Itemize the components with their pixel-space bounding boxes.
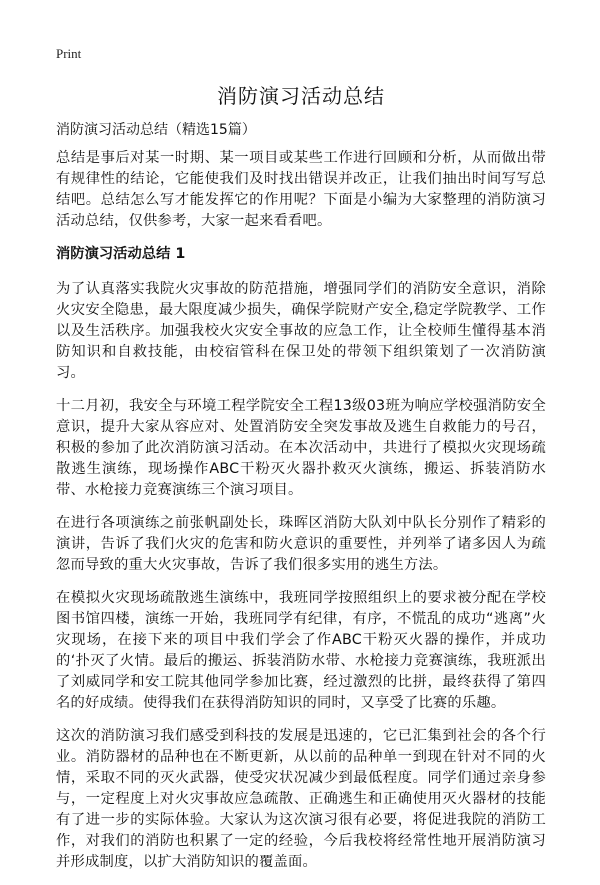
body-paragraph: 这次的消防演习我们感受到科技的发展是迅速的，它已汇集到社会的各个行业。消防器材的品种也在不断更新，从以前的品种单一到现在针对不同的火情，采取不同的灭火武器，使受灾状况减少到最低程度。同学们通过亲身参与，一定程度上对火灾事故应急疏散、正确逃生和正确使用灭火器材的技能有了进一步的实际体验。大家认为这次演习很有必要，将促进我院的消防工作，对我们的消防也积累了一定的经验，今后我校将经常性地开展消防演习并形成制度，以扩大消防知识的覆盖面。: [56, 728, 546, 870]
document-body: [56, 148, 546, 885]
section-1: [56, 244, 546, 873]
section-heading: 消防演习活动总结 1: [56, 246, 186, 262]
document-title: 消防演习活动总结: [217, 84, 385, 108]
document-subtitle: 消防演习活动总结（精选15篇）: [56, 122, 256, 138]
body-paragraph: 十二月初，我安全与环境工程学院安全工程13级03班为响应学校强消防安全意识，提升大家从容应对、处置消防安全突发事故及逃生自救能力的号召，积极的参加了此次消防演习活动。在本次活动中，共进行了模拟火灾现场疏散逃生演练，现场操作ABC干粉灭火器扑救灭火演练，搬运、拆装消防水带、水枪接力竞赛演练三个演习项目。: [56, 398, 546, 498]
intro-paragraph: 总结是事后对某一时期、某一项目或某些工作进行回顾和分析，从而做出带有规律性的结论，它能使我们及时找出错误并改正，让我们抽出时间写写总结吧。总结怎么写才能发挥它的作用呢？下面是小编为大家整理的消防演习活动总结，仅供参考，大家一起来看看吧。: [56, 150, 546, 229]
body-paragraph: 在进行各项演练之前张帆副处长，珠晖区消防大队刘中队长分别作了精彩的演讲，告诉了我们火灾的危害和防火意识的重要性，并列举了诸多因人为疏忽而导致的重大火灾事故，告诉了我们很多实用的逃生方法。: [56, 515, 546, 573]
body-paragraph: 在模拟火灾现场疏散逃生演练中，我班同学按照组织上的要求被分配在学校图书馆四楼，演练一开始，我班同学有纪律，有序，不慌乱的成功“逃离”火灾现场，在接下来的项目中我们学会了作ABC干粉灭火器的操作，并成功的‘扑灭了火情。最后的搬运、拆装消防水带、水枪接力竞赛演练，我班派出了刘威同学和安工院其他同学参加比赛，经过激烈的比拼，最终获得了第四名的好成绩。使得我们在获得消防知识的同时，又享受了比赛的乐趣。: [56, 590, 546, 711]
print-label: Print: [56, 46, 82, 61]
body-paragraph: 为了认真落实我院火灾事故的防范措施，增强同学们的消防安全意识，消除火灾安全隐患，最大限度减少损失，确保学院财产安全,稳定学院教学、工作以及生活秩序。加强我校火灾安全事故的应急工作，让全校师生懂得基本消防知识和自救技能，由校宿管科在保卫处的带领下组织策划了一次消防演习。: [56, 281, 546, 381]
